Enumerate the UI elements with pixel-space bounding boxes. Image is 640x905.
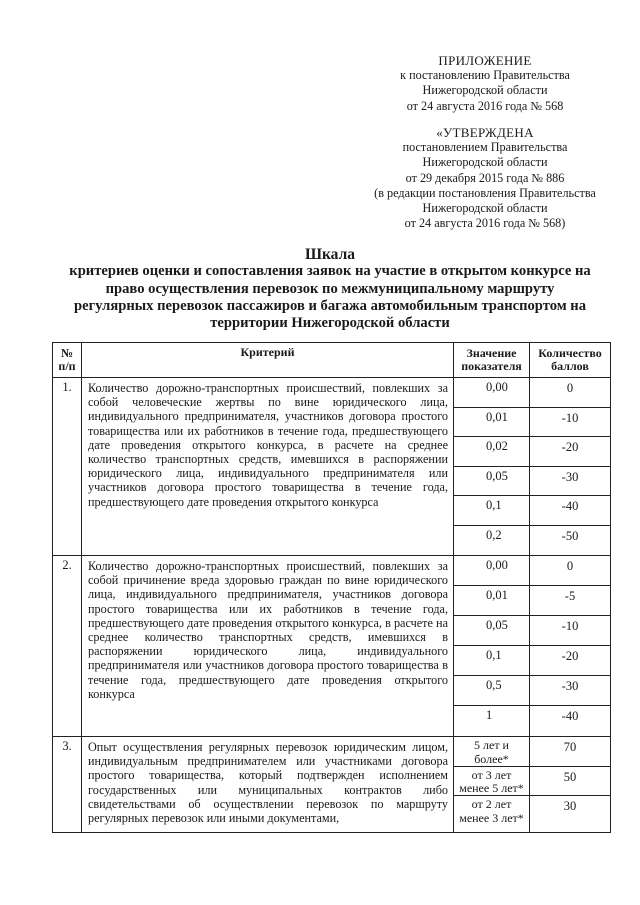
points-cell: [530, 737, 611, 833]
value-item: [454, 796, 529, 826]
table-row: [53, 378, 611, 556]
header-points-line1: Количество: [538, 345, 602, 360]
value-item: 1: [486, 708, 493, 722]
value-line2: менее 3 лет*: [459, 810, 524, 825]
value-item: [454, 737, 529, 767]
value-item: 0,5: [454, 676, 529, 706]
table-row: [53, 737, 611, 833]
approval-line: от 29 декабря 2015 года № 886: [405, 170, 565, 185]
header-points-line2: баллов: [551, 359, 589, 373]
row-number: 3.: [53, 737, 82, 833]
points-item: 0: [530, 378, 610, 408]
value-item: 0,01: [454, 586, 529, 616]
value-item: 0,05: [454, 616, 529, 646]
row-number: 2.: [53, 556, 82, 737]
value-cell: [454, 378, 530, 556]
appendix-line: от 24 августа 2016 года № 568: [406, 98, 564, 113]
points-item: -40: [561, 709, 579, 723]
header-number: [53, 343, 82, 378]
title-line: территории Нижегородской области: [210, 315, 450, 332]
points-item: -5: [530, 586, 610, 616]
value-item: 0,1: [454, 646, 529, 676]
header-value: [454, 343, 530, 378]
title-heading: Шкала: [304, 246, 356, 263]
table-row: [53, 556, 611, 737]
header-points: [530, 343, 611, 378]
appendix-block: [360, 53, 610, 114]
value-item: 0,2: [486, 527, 502, 542]
value-line1: 5 лет и: [474, 738, 509, 752]
value-item: [454, 767, 529, 797]
points-item: -20: [530, 437, 610, 467]
row-number: 1.: [53, 378, 82, 556]
appendix-title: ПРИЛОЖЕНИЕ: [438, 53, 532, 68]
approval-title: «УТВЕРЖДЕНА: [436, 125, 534, 140]
appendix-line: к постановлению Правительства: [400, 68, 570, 83]
title-line: право осуществления перевозок по межмуниципальному маршруту: [105, 280, 555, 297]
header-criterion: Критерий: [82, 343, 454, 378]
criteria-table: [52, 342, 611, 833]
points-item: -10: [530, 616, 610, 646]
header-value-line1: Значение: [466, 345, 517, 360]
approval-line: постановлением Правительства: [402, 140, 568, 155]
header-number-line1: №: [60, 345, 74, 360]
criterion-text: Количество дорожно-транспортных происшествий, повлекших за собой человеческие жертвы по вине юридического лица, индивидуального предпринимателя, участников договора простого товарищества или их работников в течение года, предшествующего дате проведения открытого конкурса, в расчете на среднее количество транспортных средств, имевшихся в распоряжении юридического лица, индивидуального предпринимателя или участников договора простого товарищества в течение года, предшествующего дате проведения открытого конкурса: [82, 378, 454, 556]
approval-line: от 24 августа 2016 года № 568): [404, 216, 566, 231]
points-item: 0: [530, 556, 610, 586]
document-title: [30, 246, 630, 332]
value-cell: [454, 556, 530, 737]
criterion-text: Количество дорожно-транспортных происшествий, повлекших за собой причинение вреда здоровью граждан по вине юридического лица, индивидуального предпринимателя, участников договора простого товарищества или их работников в течение года, предшествующего дате проведения открытого конкурса, в расчете на среднее количество транспортных средств, имевшихся в распоряжении юридического лица, индивидуального предпринимателя или участников договора простого товарищества в течение года, предшествующего дате проведения открытого конкурса: [82, 556, 454, 737]
value-line2: менее 5 лет*: [459, 781, 524, 795]
value-item: 0,02: [454, 437, 529, 467]
title-line: критериев оценки и сопоставления заявок на участие в открытом конкурсе на: [69, 263, 591, 280]
appendix-line: Нижегородской области: [422, 83, 548, 98]
points-item: 50: [530, 767, 610, 797]
points-item: -30: [530, 467, 610, 497]
value-cell: [454, 737, 530, 833]
points-item: 70: [530, 737, 610, 767]
approval-line: Нижегородской области: [422, 201, 548, 216]
value-item: 0,01: [454, 408, 529, 438]
criterion-text-clip: Опыт осуществления регулярных перевозок юридическим лицом, индивидуальным предпринимателем или участниками договора простого товарищества, который подтвержден исполнением государственных или муниципальных контрактов либо свидетельствами об осуществлении перевозок по маршруту регулярных перевозок или иными документами,: [88, 740, 448, 826]
approval-line: Нижегородской области: [422, 155, 548, 170]
points-item: -30: [530, 676, 610, 706]
value-item: 0,1: [454, 496, 529, 526]
points-item: -40: [530, 496, 610, 526]
approval-block: [340, 125, 630, 231]
points-cell: [530, 378, 611, 556]
value-line1: от 2 лет: [471, 797, 512, 811]
points-cell: [530, 556, 611, 737]
approval-line: (в редакции постановления Правительства: [374, 185, 596, 200]
points-item: -50: [561, 528, 579, 543]
table-header-row: [53, 343, 611, 378]
header-number-line2: п/п: [58, 359, 76, 373]
value-item: 0,05: [454, 467, 529, 497]
value-line1: от 3 лет: [471, 767, 512, 782]
value-item: 0,00: [454, 378, 529, 408]
points-item: 30: [563, 799, 577, 813]
title-line: регулярных перевозок пассажиров и багажа автомобильным транспортом на: [73, 297, 587, 314]
value-item: 0,00: [454, 556, 529, 586]
header-value-line2: показателя: [461, 359, 522, 373]
points-item: -20: [530, 646, 610, 676]
criterion-text: [82, 737, 454, 833]
points-item: -10: [530, 408, 610, 438]
value-line2: более*: [474, 751, 509, 766]
